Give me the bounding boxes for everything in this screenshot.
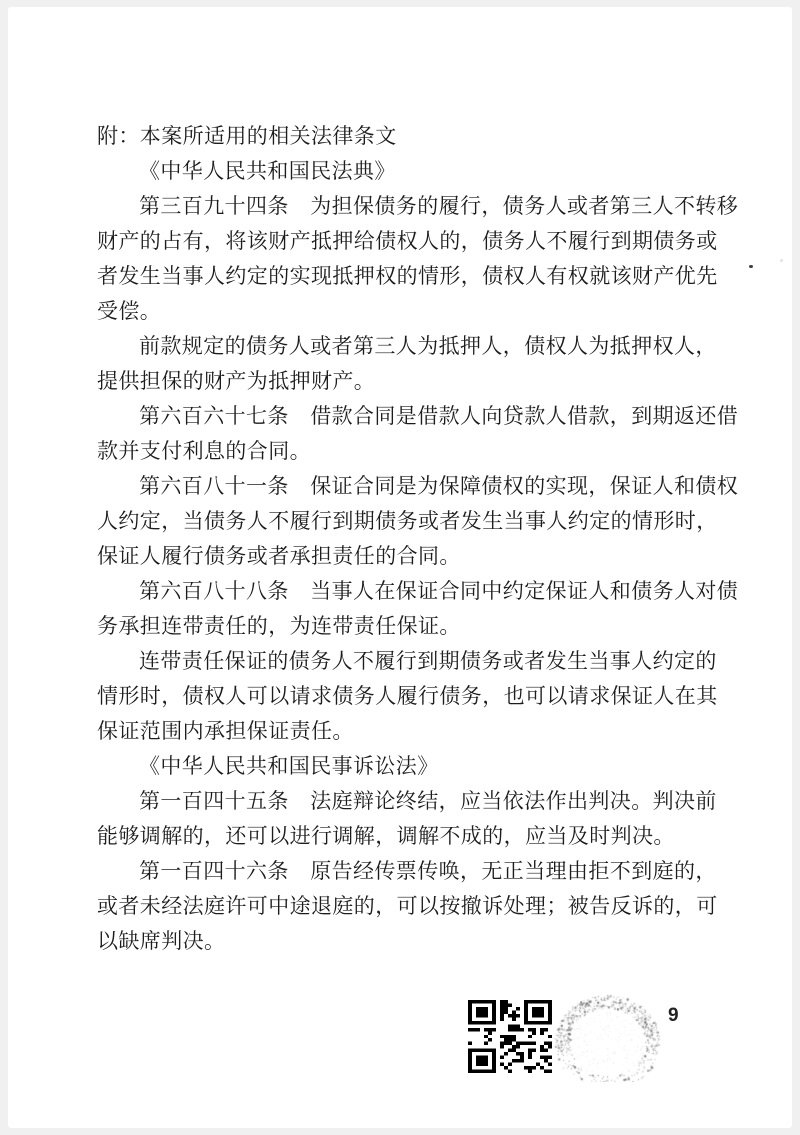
text-line: 或者未经法庭许可中途退庭的，可以按撤诉处理；被告反诉的，可 bbox=[97, 894, 718, 918]
text-line: 第六百八十八条 当事人在保证合同中约定保证人和债务人对债 bbox=[139, 579, 739, 603]
text-line: 第一百四十五条 法庭辩论终结，应当依法作出判决。判决前 bbox=[139, 789, 717, 813]
text-line: 务承担连带责任的，为连带责任保证。 bbox=[97, 614, 461, 638]
document-page bbox=[8, 7, 792, 1128]
text-line: 附：本案所适用的相关法律条文 bbox=[97, 124, 397, 148]
text-line: 第三百九十四条 为担保债务的履行，债务人或者第三人不转移 bbox=[139, 194, 739, 218]
text-line: 受偿。 bbox=[97, 299, 162, 323]
text-line: 保证范围内承担保证责任。 bbox=[97, 719, 354, 743]
scan-speck bbox=[780, 259, 783, 262]
text-line: 《中华人民共和国民事诉讼法》 bbox=[139, 754, 439, 778]
text-line: 第一百四十六条 原告经传票传唤，无正当理由拒不到庭的， bbox=[139, 859, 717, 883]
text-line: 提供担保的财产为抵押财产。 bbox=[97, 369, 376, 393]
qr-code-icon bbox=[468, 1000, 552, 1073]
text-line: 者发生当事人约定的实现抵押权的情形，债权人有权就该财产优先 bbox=[97, 264, 718, 288]
text-line: 情形时，债权人可以请求债务人履行债务，也可以请求保证人在其 bbox=[97, 684, 718, 708]
text-line: 连带责任保证的债务人不履行到期债务或者发生当事人约定的 bbox=[139, 649, 717, 673]
text-line: 第六百八十一条 保证合同是为保障债权的实现，保证人和债权 bbox=[139, 474, 739, 498]
page-number: 9 bbox=[668, 1005, 679, 1026]
text-line: 能够调解的，还可以进行调解，调解不成的，应当及时判决。 bbox=[97, 824, 675, 848]
legal-text-block bbox=[97, 119, 739, 959]
text-line: 《中华人民共和国民法典》 bbox=[139, 159, 396, 183]
text-line: 财产的占有，将该财产抵押给债权人的，债务人不履行到期债务或 bbox=[97, 229, 718, 253]
text-line: 款并支付利息的合同。 bbox=[97, 439, 311, 463]
text-line: 前款规定的债务人或者第三人为抵押人，债权人为抵押权人， bbox=[139, 334, 717, 358]
text-line: 保证人履行债务或者承担责任的合同。 bbox=[97, 544, 461, 568]
text-line: 人约定，当债务人不履行到期债务或者发生当事人约定的情形时， bbox=[97, 509, 718, 533]
court-seal-icon bbox=[549, 990, 665, 1082]
text-line: 第六百六十七条 借款合同是借款人向贷款人借款，到期返还借 bbox=[139, 404, 739, 428]
scan-speck bbox=[749, 265, 753, 268]
text-line: 以缺席判决。 bbox=[97, 929, 226, 953]
